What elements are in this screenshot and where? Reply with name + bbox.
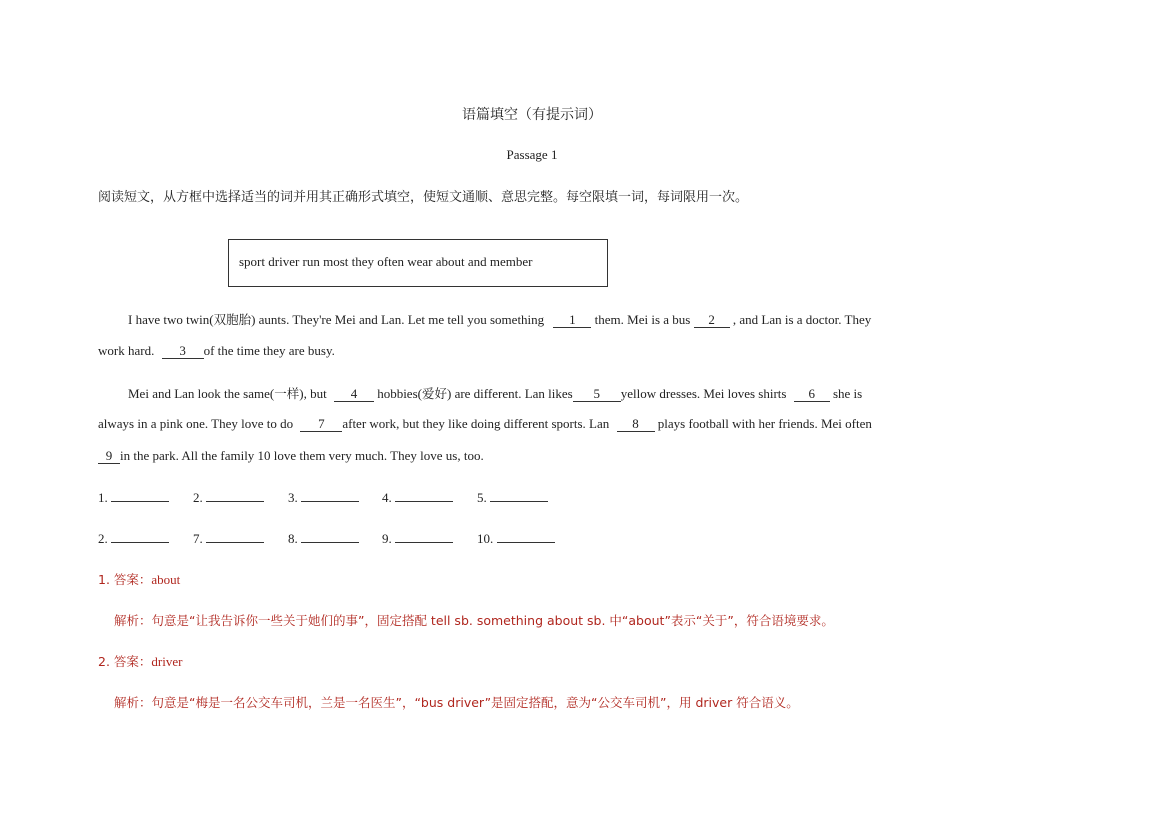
answer-line: 10. [477,530,555,547]
answer-lines-row [98,489,578,505]
blank-6: 6 [794,387,830,402]
word-box [228,239,608,287]
passage-line [128,310,871,328]
passage-text: plays football with her friends. Mei often [657,416,872,431]
answer-line: 5. [477,489,548,506]
answer-line: 3. [288,489,359,506]
answer-label: 2. 答案： [98,654,152,669]
passage-text: Mei and Lan look the same( [128,386,275,401]
answer-2 [98,652,182,670]
answer-1-explanation: 解析：句意是“让我告诉你一些关于她们的事”，固定搭配 tell sb. something about sb. 中“about”表示“关于”，符合语境要求。 [114,613,834,628]
passage-text: always in a pink one. They love to do [98,416,294,431]
passage-text: work hard. [98,343,155,358]
answer-line: 9. [382,530,453,547]
blank-7: 7 [300,417,342,432]
answer-line: 4. [382,489,453,506]
blank-4: 4 [334,387,374,402]
answer-line: 2. [193,489,264,506]
passage-line [128,384,862,402]
passage-text: in the park. All the family 10 love them very much. They love us, too. [120,448,484,463]
blank-9: 9 [98,449,120,464]
blank-8: 8 [617,417,655,432]
passage-text: hobbies( [377,386,422,401]
passage-line [98,416,872,432]
answer-line: 7. [193,530,264,547]
passage-text: 一样 [274,386,300,401]
blank-2: 2 [694,313,730,328]
answer-value: driver [151,654,183,669]
passage-line [98,343,335,359]
passage-text: of the time they are busy. [203,343,335,358]
blank-5: 5 [573,387,621,402]
passage-text: ), but [299,386,327,401]
passage-text: ) are different. Lan likes [446,386,573,401]
passage-text: them. Mei is a bus [594,312,691,327]
answer-lines-row [98,530,578,546]
passage-text: , and Lan is a doctor. They [732,312,872,327]
passage-subtitle: Passage 1 [506,147,558,162]
word-box-words: sport driver run most they often wear about and member [239,254,533,269]
passage-text: after work, but they like doing different sports. Lan [342,416,610,431]
answer-label: 1. 答案： [98,572,152,587]
answer-value: about [151,572,181,587]
blank-3: 3 [162,344,204,359]
answer-2-explanation: 解析：句意是“梅是一名公交车司机，兰是一名医生”，“bus driver”是固定搭配，意为“公交车司机”，用 driver 符合语义。 [114,695,799,710]
answer-line: 2. [98,530,169,547]
instruction-text: 阅读短文，从方框中选择适当的词并用其正确形式填空，使短文通顺、意思完整。每空限填一词，每词限用一次。 [98,190,749,205]
answer-1 [98,570,180,588]
answer-line: 1. [98,489,169,506]
passage-text: 爱好 [421,386,447,401]
page-title: 语篇填空（有提示词） [462,107,602,123]
passage-line [98,448,484,464]
passage-text: she is [832,386,863,401]
passage-text: I have two twin( [128,312,214,327]
answer-line: 8. [288,530,359,547]
passage-text: yellow dresses. Mei loves shirts [620,386,787,401]
passage-text: 双胞胎 [213,312,252,327]
blank-1: 1 [553,313,591,328]
passage-text: ) aunts. They're Mei and Lan. Let me tell you something [251,312,545,327]
